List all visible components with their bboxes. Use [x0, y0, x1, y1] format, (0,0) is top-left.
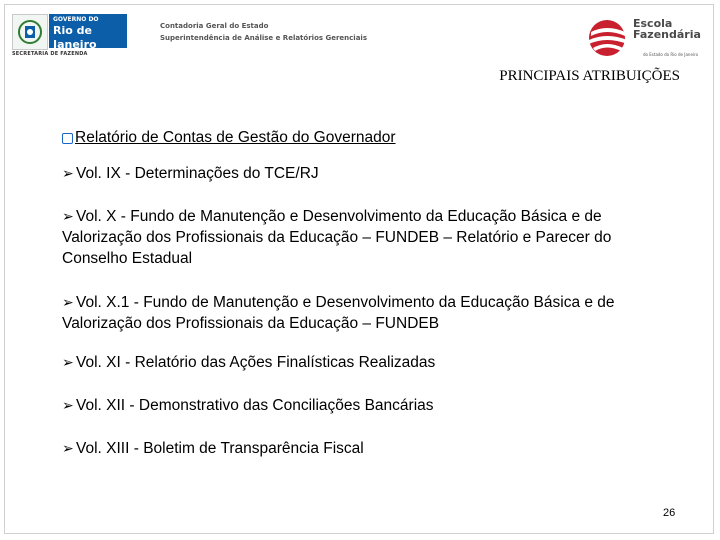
arrow-icon: ➢	[62, 165, 74, 181]
slide-title: PRINCIPAIS ATRIBUIÇÕES	[499, 68, 680, 84]
arrow-icon: ➢	[62, 354, 74, 370]
list-item	[62, 438, 662, 459]
state-emblem-icon	[12, 14, 48, 50]
org-line1: Contadoria Geral do Estado	[160, 22, 269, 30]
gov-rj-logo	[12, 14, 130, 62]
gov-logo-line2: Rio de Janeiro	[53, 24, 97, 51]
org-header	[160, 20, 367, 44]
gov-logo-subtitle: SECRETARIA DE FAZENDA	[12, 51, 88, 57]
list-item	[62, 163, 662, 184]
list-item	[62, 395, 662, 416]
list-item	[62, 206, 662, 269]
escola-logo-mark-icon	[585, 16, 631, 60]
arrow-icon: ➢	[62, 440, 74, 456]
arrow-icon: ➢	[62, 208, 74, 224]
list-item-text: Vol. X - Fundo de Manutenção e Desenvolvimento da Educação Básica e de Valorização dos Profissionais da Educação – FUNDEB – Relatório e Parecer do Conselho Estadual	[62, 208, 612, 267]
main-heading-text: Relatório de Contas de Gestão do Governador	[75, 129, 396, 146]
escola-logo-line1: Escola	[633, 17, 673, 30]
page-number: 26	[663, 507, 676, 519]
list-item-text: Vol. XII - Demonstrativo das Conciliações Bancárias	[76, 397, 434, 414]
escola-logo-subtitle: do Estado do Rio de Janeiro	[643, 52, 699, 57]
gov-logo-text	[49, 14, 127, 51]
arrow-icon: ➢	[62, 397, 74, 413]
escola-logo-line2: Fazendária	[633, 28, 701, 41]
list-item	[62, 352, 662, 373]
arrow-icon: ➢	[62, 294, 74, 310]
checkbox-icon	[62, 133, 73, 144]
escola-logo-text	[633, 18, 701, 40]
list-item-text: Vol. XI - Relatório das Ações Finalísticas Realizadas	[76, 354, 436, 371]
list-item	[62, 292, 662, 334]
list-item-text: Vol. XIII - Boletim de Transparência Fiscal	[76, 440, 364, 457]
main-heading	[62, 129, 396, 147]
org-line2: Superintendência de Análise e Relatórios Gerenciais	[160, 34, 367, 42]
gov-logo-line1: GOVERNO DO	[53, 16, 99, 23]
list-item-text: Vol. X.1 - Fundo de Manutenção e Desenvolvimento da Educação Básica e de Valorização dos Profissionais da Educação – FUNDEB	[62, 294, 615, 332]
list-item-text: Vol. IX - Determinações do TCE/RJ	[76, 165, 319, 182]
escola-fazendaria-logo	[585, 16, 703, 60]
